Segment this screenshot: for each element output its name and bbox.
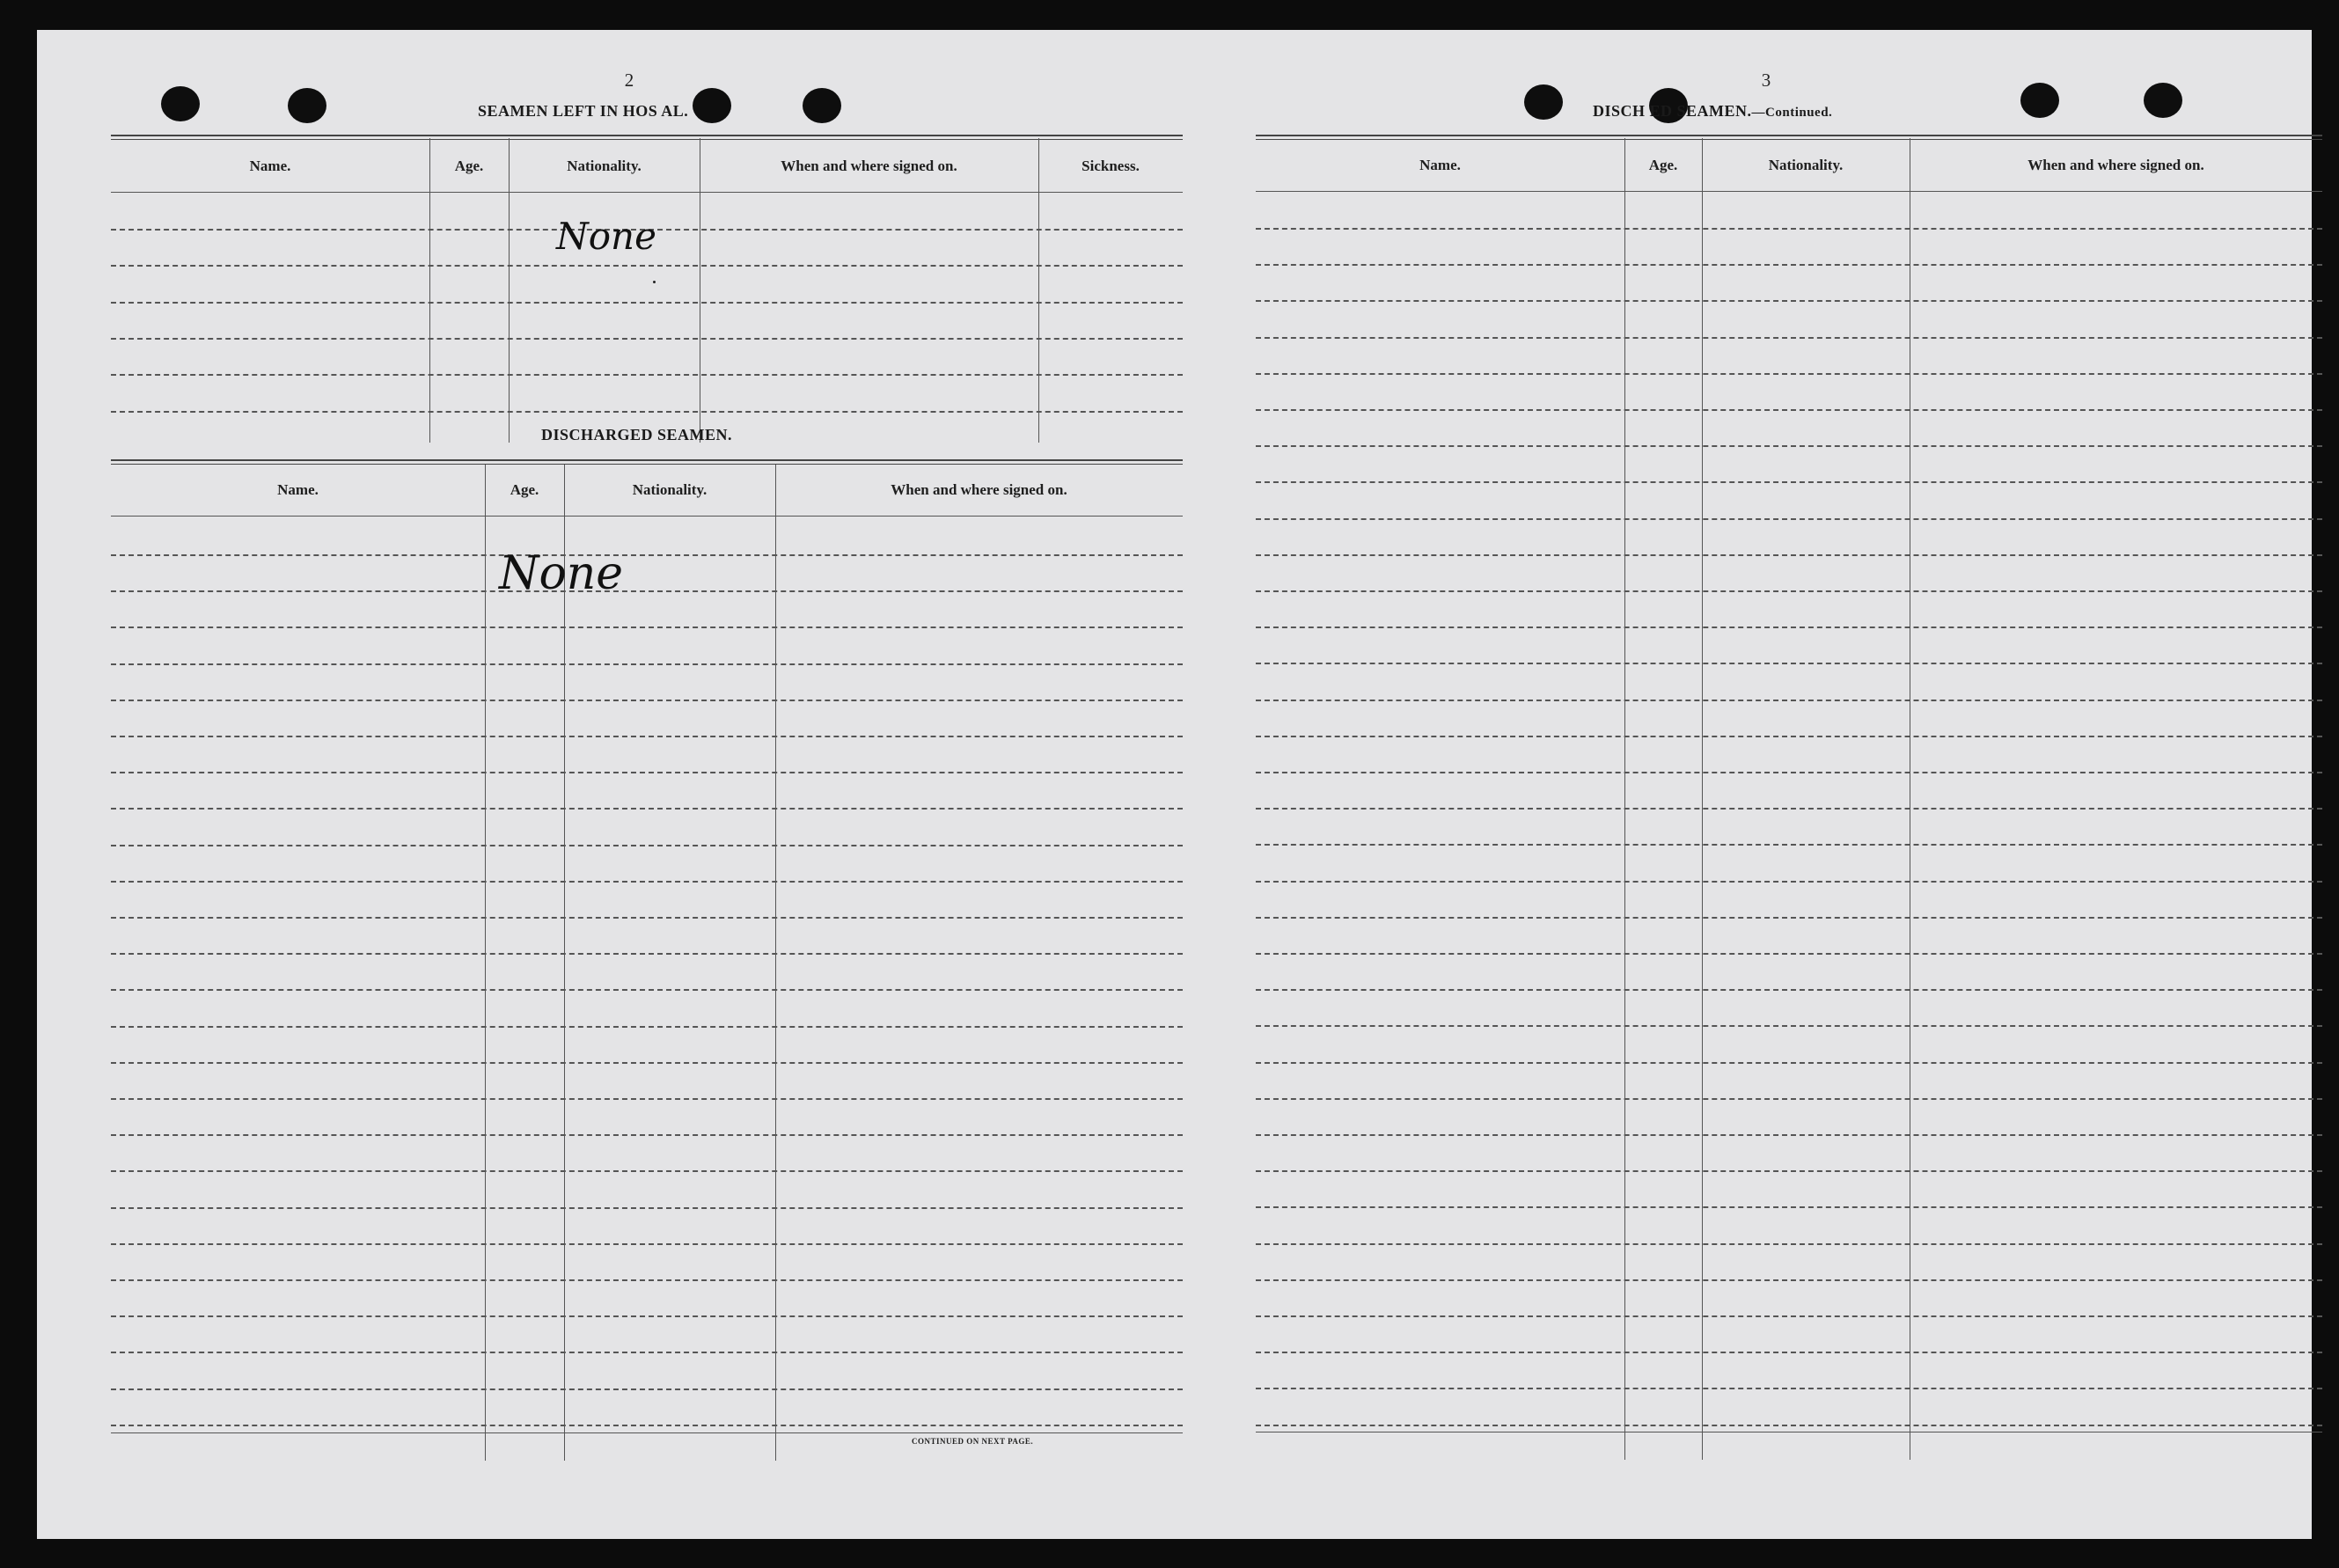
table-row — [1256, 1206, 2322, 1208]
table-row — [111, 881, 1183, 883]
table-row — [111, 1098, 1183, 1100]
ink-dot — [653, 281, 656, 283]
table-row — [111, 953, 1183, 955]
table-row — [111, 302, 1183, 304]
column-divider — [1038, 138, 1039, 443]
table-row — [1256, 989, 2322, 991]
table-row — [1256, 481, 2322, 483]
table-row — [111, 626, 1183, 628]
table-row — [111, 845, 1183, 846]
table-row — [111, 917, 1183, 919]
table-row — [1256, 1243, 2322, 1245]
table-row — [1256, 1025, 2322, 1027]
discharged-continued-title — [1593, 102, 1832, 121]
table-row — [1256, 1170, 2322, 1172]
header-underline — [111, 192, 1183, 193]
column-divider — [429, 138, 430, 443]
table-row — [111, 808, 1183, 810]
table-row — [1256, 844, 2322, 846]
table-row — [111, 1279, 1183, 1281]
page-number-left: 2 — [624, 70, 634, 91]
title-suffix: —Continued. — [1751, 106, 1833, 120]
col-head-nationality: Nationality. — [567, 158, 642, 174]
table-row — [111, 1315, 1183, 1317]
continued-note: CONTINUED ON NEXT PAGE. — [912, 1437, 1034, 1446]
table-row — [1256, 808, 2322, 810]
table-row — [1256, 228, 2322, 230]
header-underline — [1256, 191, 2322, 192]
header-underline — [111, 516, 1183, 517]
table-row — [1256, 1134, 2322, 1136]
hospital-handwritten-entry: None — [556, 215, 656, 258]
col-head-age: Age. — [454, 158, 484, 174]
table-row — [1256, 518, 2322, 520]
table-row — [1256, 1388, 2322, 1389]
punch-hole — [693, 88, 731, 123]
table-row — [1256, 264, 2322, 266]
col-head-signed-on: When and where signed on. — [2027, 157, 2204, 173]
column-divider — [775, 465, 776, 1461]
punch-hole — [1524, 84, 1563, 120]
discharged-handwritten-entry: None — [499, 547, 624, 600]
column-divider — [564, 465, 565, 1461]
column-divider — [485, 465, 486, 1461]
table-row — [1256, 1062, 2322, 1064]
col-head-nationality: Nationality. — [1768, 157, 1844, 173]
table-row — [111, 772, 1183, 773]
table-row — [1256, 590, 2322, 592]
col-head-signed-on: When and where signed on. — [781, 158, 957, 174]
table-row — [111, 1207, 1183, 1209]
table-row — [111, 1134, 1183, 1136]
table-row — [111, 374, 1183, 376]
col-head-sickness: Sickness. — [1082, 158, 1140, 174]
punch-hole — [288, 88, 326, 123]
table-row — [1256, 626, 2322, 628]
table-row — [111, 1243, 1183, 1245]
punch-hole — [803, 88, 841, 123]
table-row — [1256, 409, 2322, 411]
table-row — [111, 1352, 1183, 1353]
table-row — [111, 338, 1183, 340]
table-row — [111, 590, 1183, 592]
table-row — [111, 411, 1183, 413]
table-row — [111, 1026, 1183, 1028]
table-row — [1256, 373, 2322, 375]
table-row — [111, 736, 1183, 737]
col-head-nationality: Nationality. — [632, 481, 708, 498]
punch-hole — [161, 86, 200, 121]
table-row — [1256, 1098, 2322, 1100]
table-row — [111, 989, 1183, 991]
table-row — [1256, 917, 2322, 919]
col-head-name: Name. — [277, 481, 319, 498]
table-row — [1256, 772, 2322, 773]
table-row — [1256, 1352, 2322, 1353]
table-row — [1256, 1425, 2322, 1426]
col-head-age: Age. — [1648, 157, 1678, 173]
discharged-section-title: DISCHARGED SEAMEN. — [541, 426, 733, 443]
table-top-rule — [111, 459, 1183, 465]
punch-hole — [2144, 83, 2182, 118]
hospital-section-title: SEAMEN LEFT IN HOS AL. — [478, 102, 689, 120]
page-number-right: 3 — [1761, 70, 1771, 91]
col-head-name: Name. — [1419, 157, 1461, 173]
table-row — [1256, 445, 2322, 447]
table-row — [111, 265, 1183, 267]
table-row — [1256, 1315, 2322, 1317]
table-row — [1256, 337, 2322, 339]
document-sheet — [37, 30, 2312, 1539]
table-top-rule — [111, 135, 1183, 140]
col-head-age: Age. — [510, 481, 539, 498]
title-text: DISCH ED SEAMEN. — [1593, 102, 1752, 120]
table-row — [111, 700, 1183, 701]
column-divider — [509, 138, 510, 443]
table-row — [111, 554, 1183, 556]
table-row — [1256, 953, 2322, 955]
table-row — [111, 1425, 1183, 1426]
table-row — [111, 1062, 1183, 1064]
table-row — [111, 1170, 1183, 1172]
table-row — [1256, 300, 2322, 302]
table-bottom-rule — [111, 1432, 1183, 1433]
table-row — [1256, 881, 2322, 883]
table-row — [1256, 700, 2322, 701]
col-head-name: Name. — [249, 158, 291, 174]
table-row — [1256, 736, 2322, 737]
table-row — [111, 663, 1183, 665]
col-head-signed-on: When and where signed on. — [891, 481, 1067, 498]
table-row — [1256, 1279, 2322, 1281]
table-row — [1256, 663, 2322, 664]
table-row — [111, 1388, 1183, 1390]
punch-hole — [2020, 83, 2059, 118]
table-top-rule — [1256, 135, 2322, 140]
table-row — [1256, 554, 2322, 556]
